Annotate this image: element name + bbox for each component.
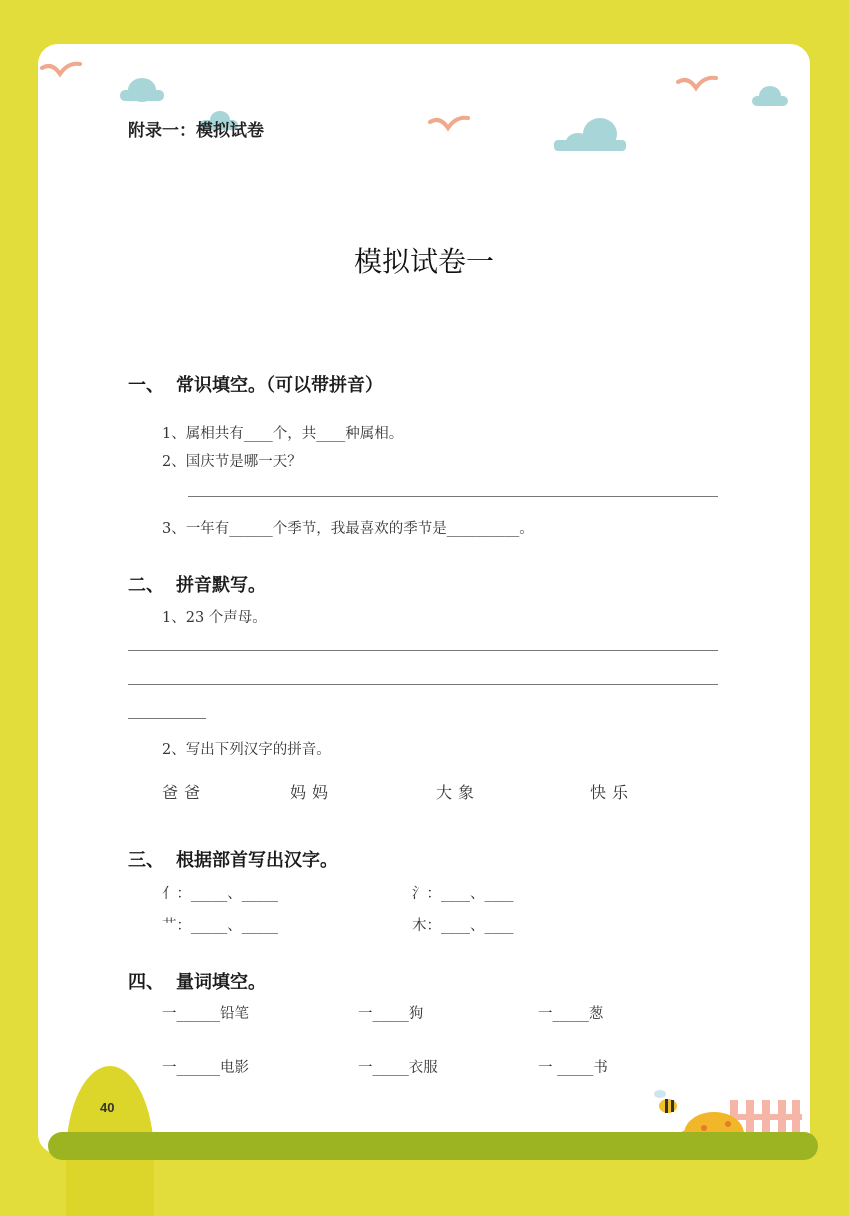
answer-line (128, 684, 718, 685)
section-heading-2 (128, 571, 266, 597)
measure-word-item: 一 _____书 (538, 1060, 608, 1076)
answer-line (188, 496, 718, 497)
pinyin-word: 大象 (436, 783, 481, 802)
bird-icon (42, 64, 80, 74)
pinyin-word: 爸爸 (162, 783, 207, 802)
question-line: 2、写出下列汉字的拼音。 (162, 742, 331, 758)
radical-line: 木：____、____ (412, 918, 514, 934)
bird-icon (430, 118, 468, 128)
section-title: 量词填空。 (176, 972, 266, 993)
pinyin-word: 快乐 (590, 783, 635, 802)
section-title: 根据部首写出汉字。 (176, 850, 338, 871)
measure-word-item: 一______电影 (162, 1060, 249, 1076)
worksheet-page (38, 44, 810, 1154)
bird-icon (678, 78, 716, 88)
section-number: 四、 (128, 972, 164, 993)
cloud-icon (120, 78, 164, 102)
section-title: 拼音默写。 (176, 575, 266, 596)
measure-word-item: 一_____葱 (538, 1006, 604, 1022)
measure-word-item: 一______铅笔 (162, 1006, 249, 1022)
section-heading-4 (128, 968, 266, 994)
radical-line: 亻：_____、_____ (162, 886, 278, 902)
section-number: 三、 (128, 850, 164, 871)
radical-line: 氵：____、____ (412, 886, 514, 902)
cloud-icon (752, 86, 788, 106)
measure-word-item: 一_____衣服 (358, 1060, 438, 1076)
question-line: 2、国庆节是哪一天？ (162, 454, 302, 470)
question-line: 3、一年有______个季节，我最喜欢的季节是__________。 (162, 521, 534, 537)
section-title: 常识填空。（可以带拼音） (176, 375, 383, 396)
bee-icon (654, 1090, 677, 1113)
page-number: 40 (100, 1100, 115, 1115)
question-line: 1、属相共有____个，共____种属相。 (162, 426, 404, 442)
section-heading-1 (128, 371, 383, 397)
section-number: 二、 (128, 575, 164, 596)
section-heading-3 (128, 846, 338, 872)
answer-line (128, 718, 206, 719)
page-title: 模拟试卷一 (353, 245, 494, 278)
question-line: 1、23 个声母。 (162, 610, 267, 626)
cloud-icon (554, 118, 626, 151)
measure-word-item: 一_____狗 (358, 1006, 424, 1022)
radical-line: 艹：_____、_____ (162, 918, 278, 934)
footer-bar (48, 1132, 818, 1160)
sky-decorations (38, 44, 810, 164)
appendix-label: 附录一：模拟试卷 (128, 121, 264, 141)
answer-line (128, 650, 718, 651)
pinyin-word: 妈妈 (290, 783, 335, 802)
section-number: 一、 (128, 375, 164, 396)
